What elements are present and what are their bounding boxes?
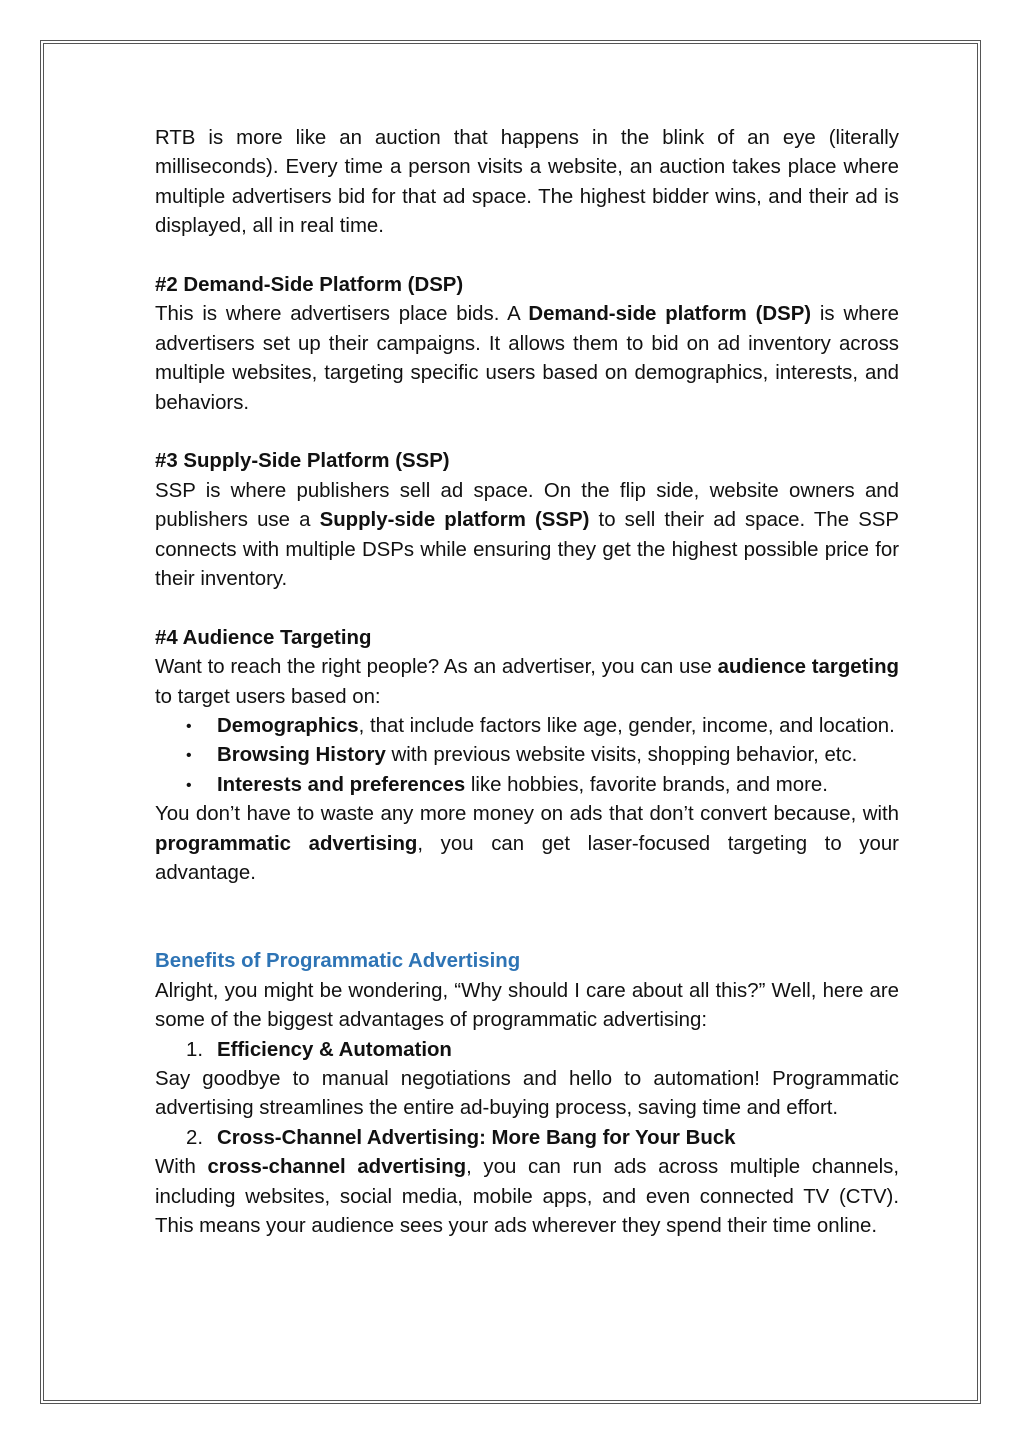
bullet-icon: • [186,747,192,765]
bullet-text: like hobbies, favorite brands, and more. [465,773,828,796]
benefits-title: Benefits of Programmatic Advertising [155,950,521,973]
audience-text-1: Want to reach the right people? As an advertiser, you can use [155,656,718,679]
benefit-title-1: Efficiency & Automation [217,1038,452,1061]
audience-bullet-list [155,712,899,800]
audience-bold-term: audience targeting [717,656,899,679]
ssp-text-1: SSP is where publishers sell ad space. On the flip side, website owners and publishers use a [155,479,899,532]
document-body [155,124,899,1241]
benefit2-bold-term: cross-channel advertising [207,1156,467,1179]
audience-section [155,624,899,889]
bullet-bold: Browsing History [217,744,386,767]
benefit2-text-2: , you can run ads across multiple channels, including websites, social media, mobile apps, and even connected TV (CTV). This means your audience sees your ads wherever they spend their time online. [155,1156,900,1237]
dsp-section [155,271,899,418]
rtb-paragraph: RTB is more like an auction that happens in the blink of an eye (literally milliseconds). Every time a person visits a website, an auction takes place where multiple advertisers bid for that ad space. The highest bidder wins, and their ad is displayed, all in real time. [155,127,899,238]
benefits-intro: Alright, you might be wondering, “Why should I care about all this?” Well, here are some of the biggest advantages of programmatic advertising: [155,979,899,1032]
audience-paragraph [155,653,899,712]
ssp-section [155,447,899,594]
audience-heading: #4 Audience Targeting [155,626,372,649]
dsp-heading: #2 Demand-Side Platform (DSP) [155,274,464,297]
ssp-paragraph [155,477,899,595]
benefit-item-2 [155,1124,899,1153]
bullet-bold: Demographics [217,715,359,738]
bullet-icon: • [186,718,192,736]
list-item [155,741,899,770]
ssp-heading: #3 Supply-Side Platform (SSP) [155,450,450,473]
benefit-text-1: Say goodbye to manual negotiations and hello to automation! Programmatic advertising streamlines the entire ad-buying process, saving time and effort. [155,1067,899,1120]
closing-text-2: , you can get laser-focused targeting to your advantage. [155,832,899,885]
closing-text-1: You don’t have to waste any more money on ads that don’t convert because, with [155,803,899,826]
closing-bold-term: programmatic advertising [155,832,418,855]
ssp-text-2: to sell their ad space. The SSP connects with multiple DSPs while ensuring they get the highest possible price for their inventory. [155,509,899,591]
audience-text-2: to target users based on: [155,685,381,708]
bullet-text: , that include factors like age, gender, income, and location. [358,715,895,738]
dsp-text-1: This is where advertisers place bids. A [155,303,529,326]
dsp-bold-term: Demand-side platform (DSP) [528,303,812,326]
audience-closing-paragraph [155,800,899,888]
ssp-bold-term: Supply-side platform (SSP) [319,509,590,532]
bullet-bold: Interests and preferences [217,773,466,796]
benefits-section [155,947,899,1241]
dsp-text-2: is where advertisers set up their campaigns. It allows them to bid on ad inventory across multiple websites, targeting specific users based on demographics, interests, and behaviors. [155,303,899,414]
benefit2-text-1: With [155,1156,208,1179]
bullet-icon: • [186,776,192,794]
benefit-title-2: Cross-Channel Advertising: More Bang for Your Buck [217,1126,736,1149]
item-number: 1. [186,1038,204,1061]
bullet-text: with previous website visits, shopping behavior, etc. [385,744,858,767]
benefit-item-1 [155,1036,899,1065]
list-item [155,712,899,741]
item-number: 2. [186,1126,204,1149]
benefit-text-2 [155,1153,899,1241]
dsp-paragraph [155,300,899,418]
list-item [155,771,899,800]
